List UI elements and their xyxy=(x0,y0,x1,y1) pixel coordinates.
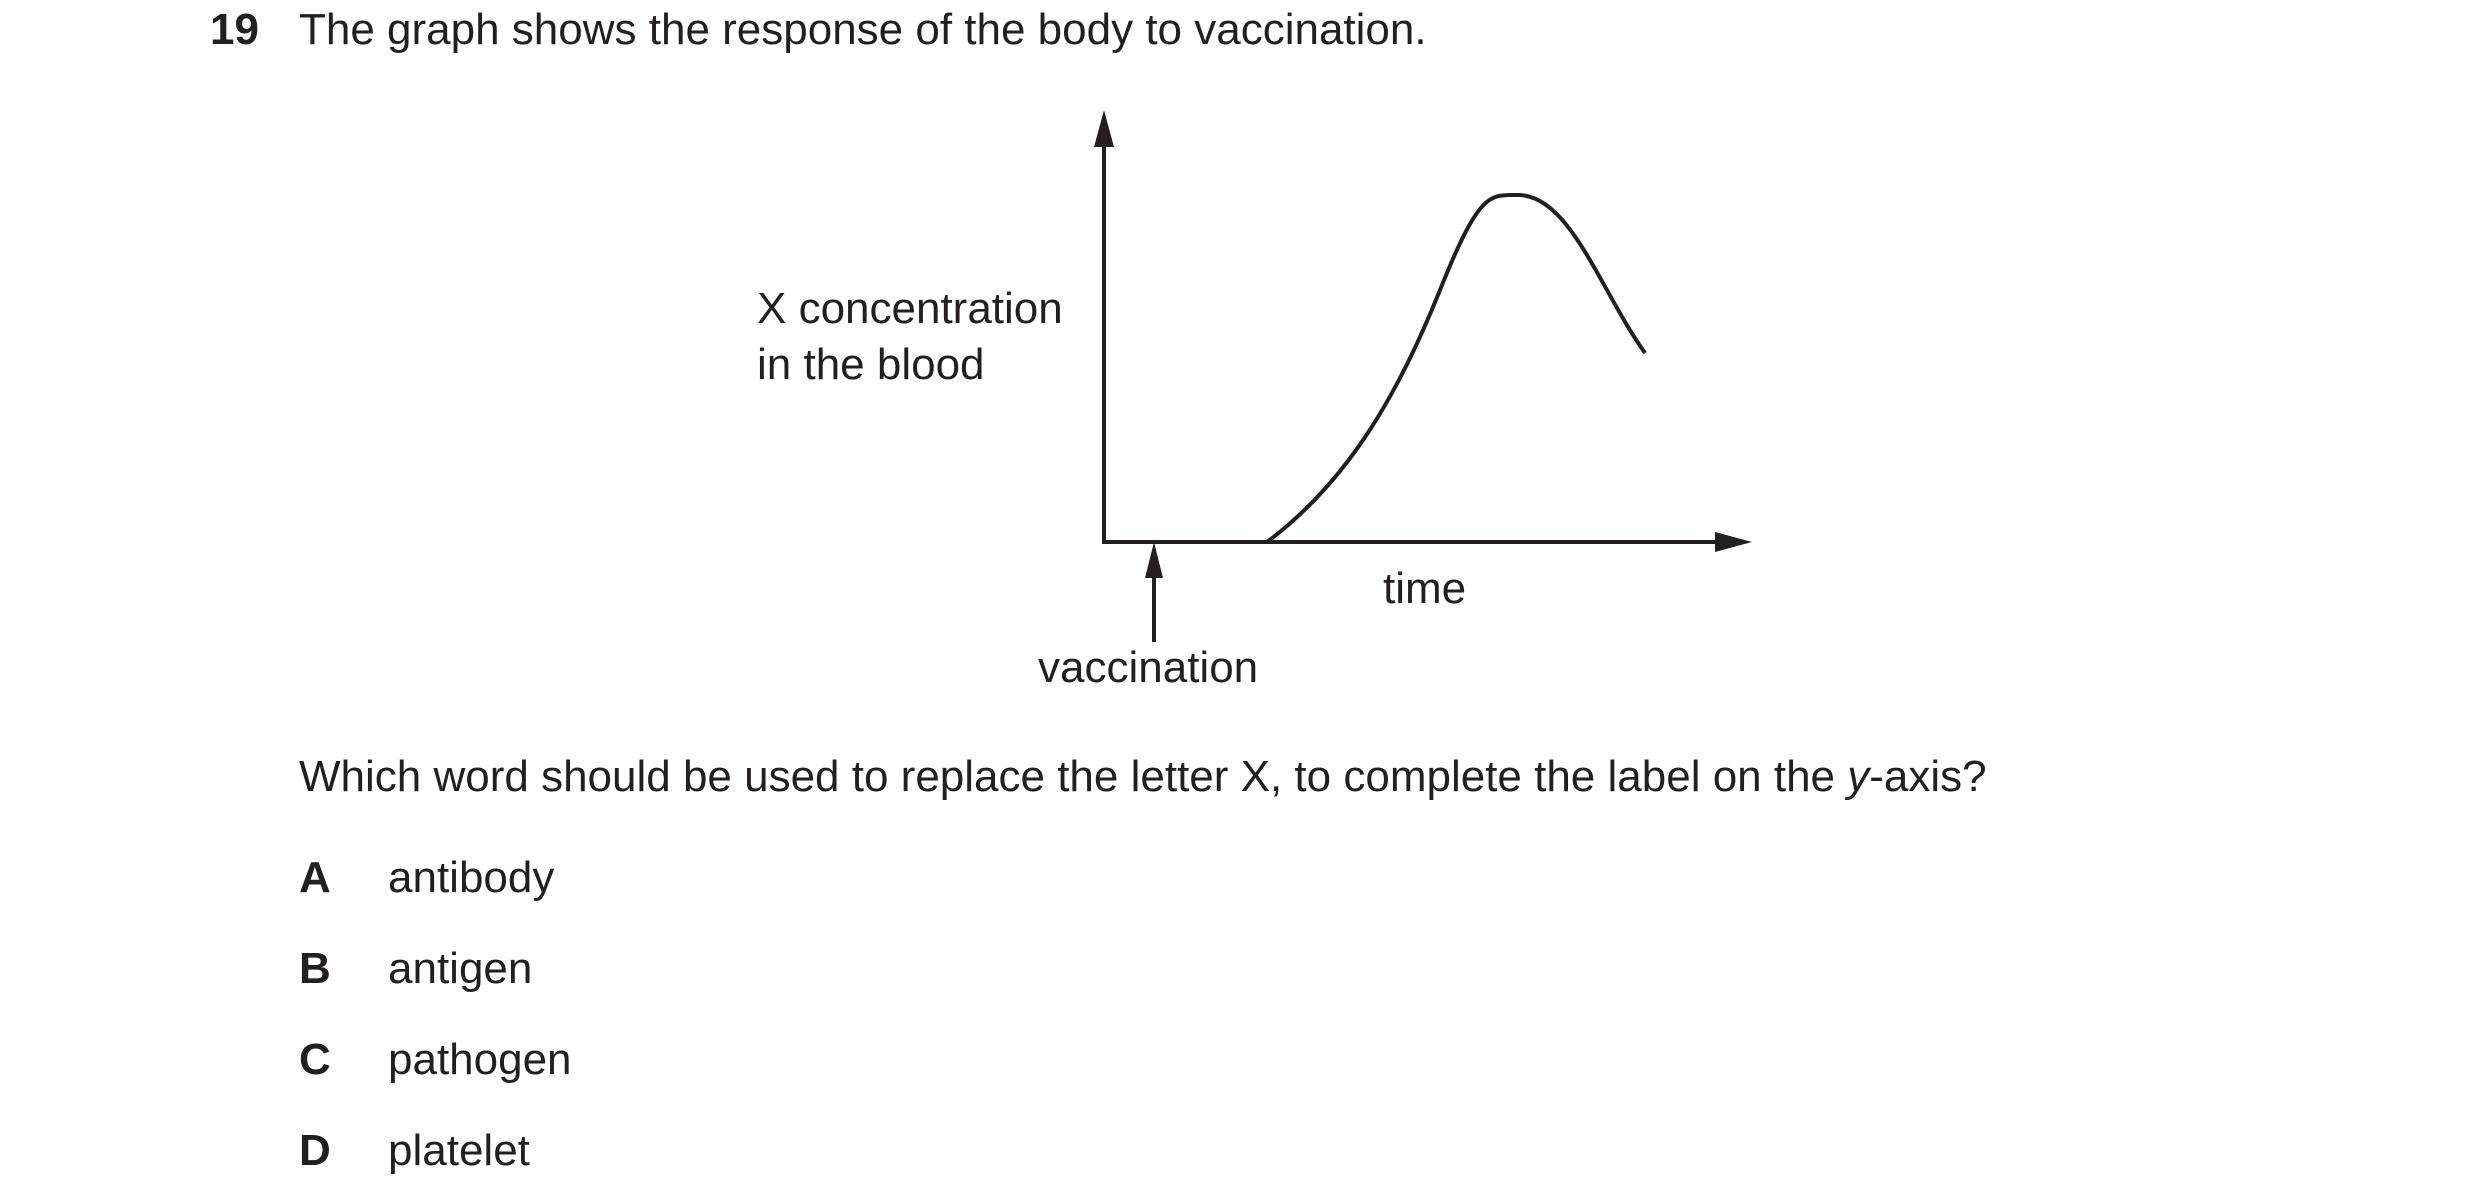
option-text: platelet xyxy=(388,1126,530,1175)
vaccination-arrowhead xyxy=(1145,542,1163,578)
response-curve xyxy=(1267,195,1645,542)
option-text: antibody xyxy=(388,853,555,902)
y-axis-label-line2: in the blood xyxy=(757,340,985,389)
question-prompt-end: -axis? xyxy=(1869,752,1987,801)
y-axis-label-line1: X concentration xyxy=(757,284,1063,333)
option-letter: A xyxy=(299,853,331,902)
y-axis-arrowhead xyxy=(1094,110,1114,147)
question-number: 19 xyxy=(210,5,259,54)
option-text: pathogen xyxy=(388,1035,572,1084)
question-prompt xyxy=(299,752,1987,802)
vaccination-label: vaccination xyxy=(1038,643,1259,692)
x-axis-arrowhead xyxy=(1715,532,1752,552)
option-letter: C xyxy=(299,1035,331,1084)
option-text: antigen xyxy=(388,944,533,993)
option-letter: D xyxy=(299,1126,331,1175)
x-axis-label: time xyxy=(1383,564,1467,613)
question-stem: The graph shows the response of the body to vaccination. xyxy=(299,5,1427,54)
question-prompt-axis-letter: y xyxy=(1847,752,1870,801)
question-prompt-text: Which word should be used to replace the letter X, to complete the label on the xyxy=(299,752,1848,801)
option-letter: B xyxy=(299,944,331,993)
